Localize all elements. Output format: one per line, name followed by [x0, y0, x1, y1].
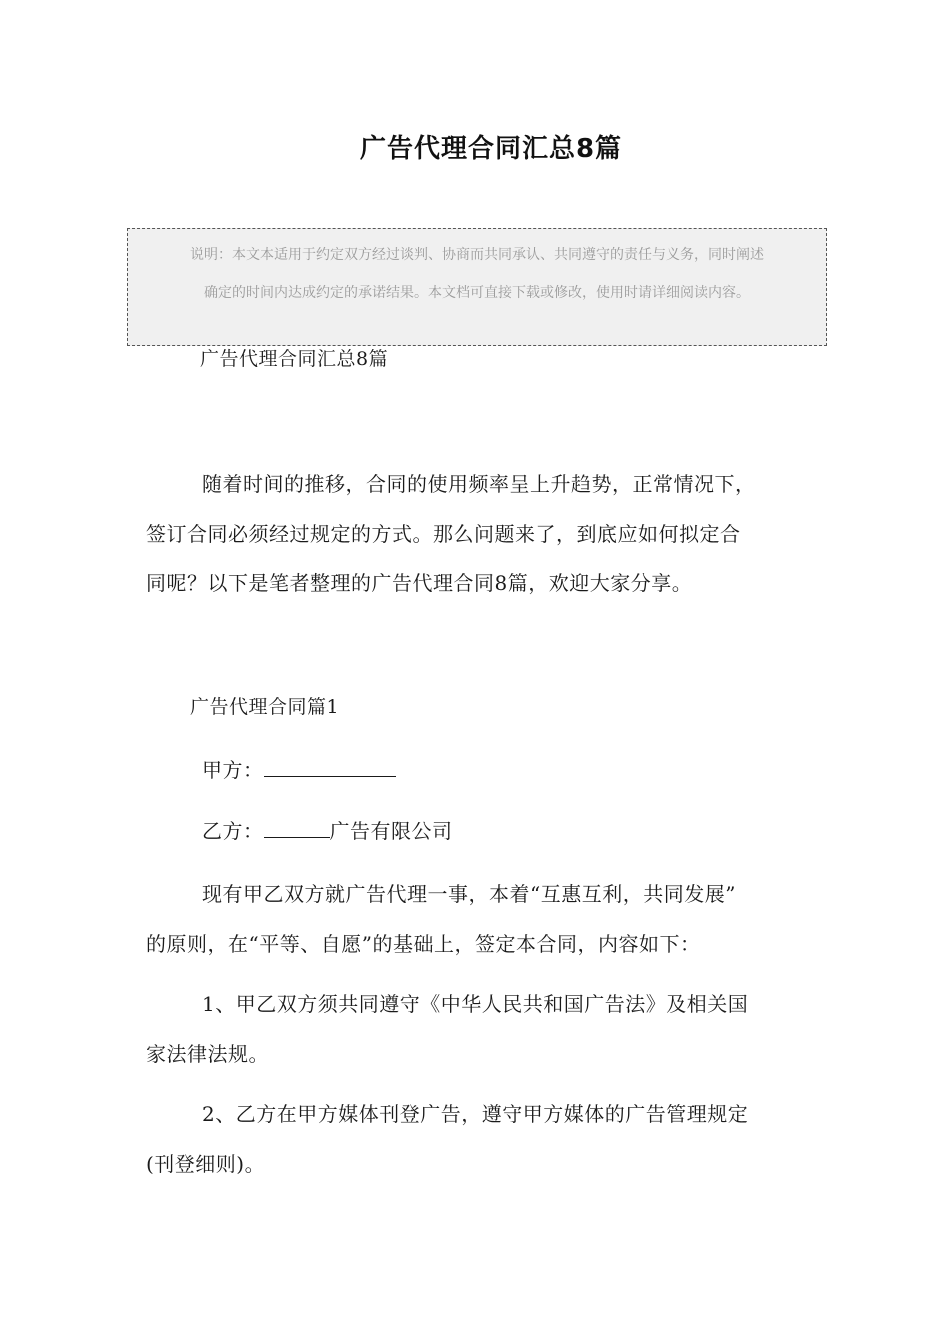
notice-box: [127, 228, 827, 346]
intro-line-2: 签订合同必须经过规定的方式。那么问题来了，到底应如何拟定合: [146, 522, 741, 546]
document-subtitle: 广告代理合同汇总8篇: [200, 348, 389, 370]
party-b-line: [202, 815, 453, 844]
item2-line-1: 2、乙方在甲方媒体刊登广告，遵守甲方媒体的广告管理规定: [202, 1102, 749, 1126]
notice-line-1: 说明：本文本适用于约定双方经过谈判、协商而共同承认、共同遵守的责任与义务，同时阐述: [190, 247, 764, 263]
party-b-suffix: 广告有限公司: [329, 819, 453, 843]
party-a-blank: [264, 757, 396, 777]
section-heading: 广告代理合同篇1: [190, 696, 340, 718]
party-a-line: [202, 754, 396, 783]
item1-line-1: 1、甲乙双方须共同遵守《中华人民共和国广告法》及相关国: [202, 992, 749, 1016]
document-title: 广告代理合同汇总8篇: [359, 134, 623, 164]
intro-line-3: 同呢？以下是笔者整理的广告代理合同8篇，欢迎大家分享。: [146, 571, 693, 595]
item2-line-2: (刊登细则)。: [146, 1152, 266, 1176]
para1-line-1: 现有甲乙双方就广告代理一事，本着“互惠互利，共同发展”: [202, 882, 736, 906]
party-b-blank: [264, 818, 330, 838]
intro-line-1: 随着时间的推移，合同的使用频率呈上升趋势，正常情况下，: [202, 472, 756, 496]
para1-line-2: 的原则，在“平等、自愿”的基础上，签定本合同，内容如下：: [146, 932, 701, 956]
party-a-label: 甲方：: [202, 758, 264, 782]
notice-line-2: 确定的时间内达成约定的承诺结果。本文档可直接下载或修改，使用时请详细阅读内容。: [204, 285, 750, 301]
item1-line-2: 家法律法规。: [146, 1042, 269, 1066]
party-b-label: 乙方：: [202, 819, 264, 843]
